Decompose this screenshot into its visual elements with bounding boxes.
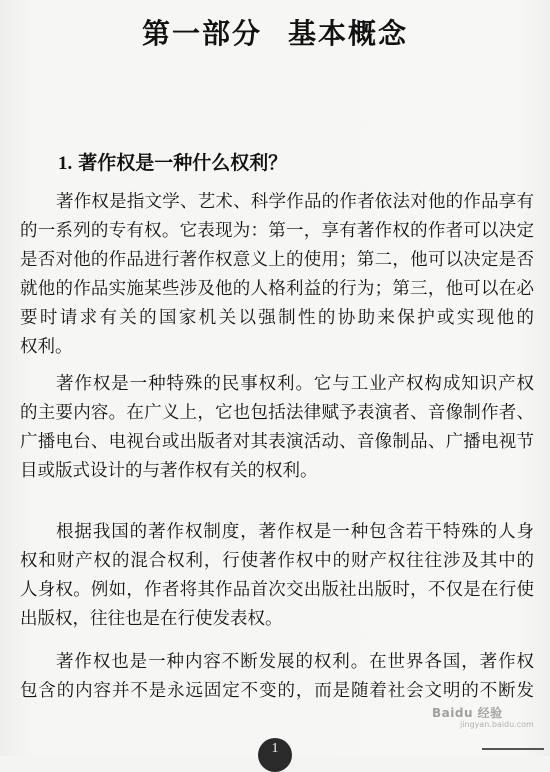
paragraph-line: 著作权也是一种内容不断发展的权利。在世界各国，著作权 [56, 652, 534, 672]
section-heading-text: 著作权是一种什么权利？ [78, 152, 288, 174]
paragraph-line: 广播电台、电视台或出版者对其表演活动、音像制品、广播电视节 [20, 432, 534, 452]
paragraph-line: 权和财产权的混合权利，行使著作权中的财产权往往涉及其中的 [20, 551, 534, 571]
paragraph-line: 著作权是一种特殊的民事权利。它与工业产权构成知识产权 [56, 374, 534, 394]
paragraph-line: 权利。 [20, 337, 73, 357]
paragraph-line: 是否对他的作品进行著作权意义上的使用；第二，他可以决定是否 [20, 250, 534, 270]
paragraph-4 [20, 648, 534, 706]
paragraph-2 [20, 370, 534, 486]
paragraph-line: 就他的作品实施某些涉及他的人格利益的行为；第三，他可以在必 [20, 279, 534, 299]
paragraph-line: 著作权是指文学、艺术、科学作品的作者依法对他的作品享有 [56, 192, 534, 212]
paragraph-line: 的主要内容。在广义上，它也包括法律赋予表演者、音像制作者、 [20, 403, 534, 423]
paragraph-line: 包含的内容并不是永远固定不变的，而是随着社会文明的不断发 [20, 681, 534, 701]
paragraph-1 [20, 188, 534, 362]
part-title [0, 12, 550, 52]
paragraph-3 [20, 518, 534, 634]
paragraph-line: 要时请求有关的国家机关以强制性的协助来保护或实现他的 [20, 308, 534, 328]
part-title-label: 第一部分 [141, 17, 262, 50]
section-heading [58, 148, 287, 175]
part-title-subject: 基本概念 [288, 17, 409, 50]
watermark-logo: Baidu 经验 [432, 706, 503, 720]
paragraph-line: 根据我国的著作权制度，著作权是一种包含若干特殊的人身 [56, 522, 534, 542]
paragraph-line: 出版权，往往也是在行使发表权。 [20, 609, 283, 629]
footer-rule [482, 748, 544, 750]
page-number: 1 [258, 738, 292, 772]
paragraph-line: 目或版式设计的与著作权有关的权利。 [20, 461, 318, 481]
paragraph-line: 人身权。例如，作者将其作品首次交出版社出版时，不仅是在行使 [20, 580, 534, 600]
paragraph-line: 的一系列的专有权。它表现为：第一，享有著作权的作者可以决定 [20, 221, 534, 241]
section-number: 1. [58, 153, 73, 174]
watermark-url: jingyan.baidu.com [460, 720, 534, 729]
